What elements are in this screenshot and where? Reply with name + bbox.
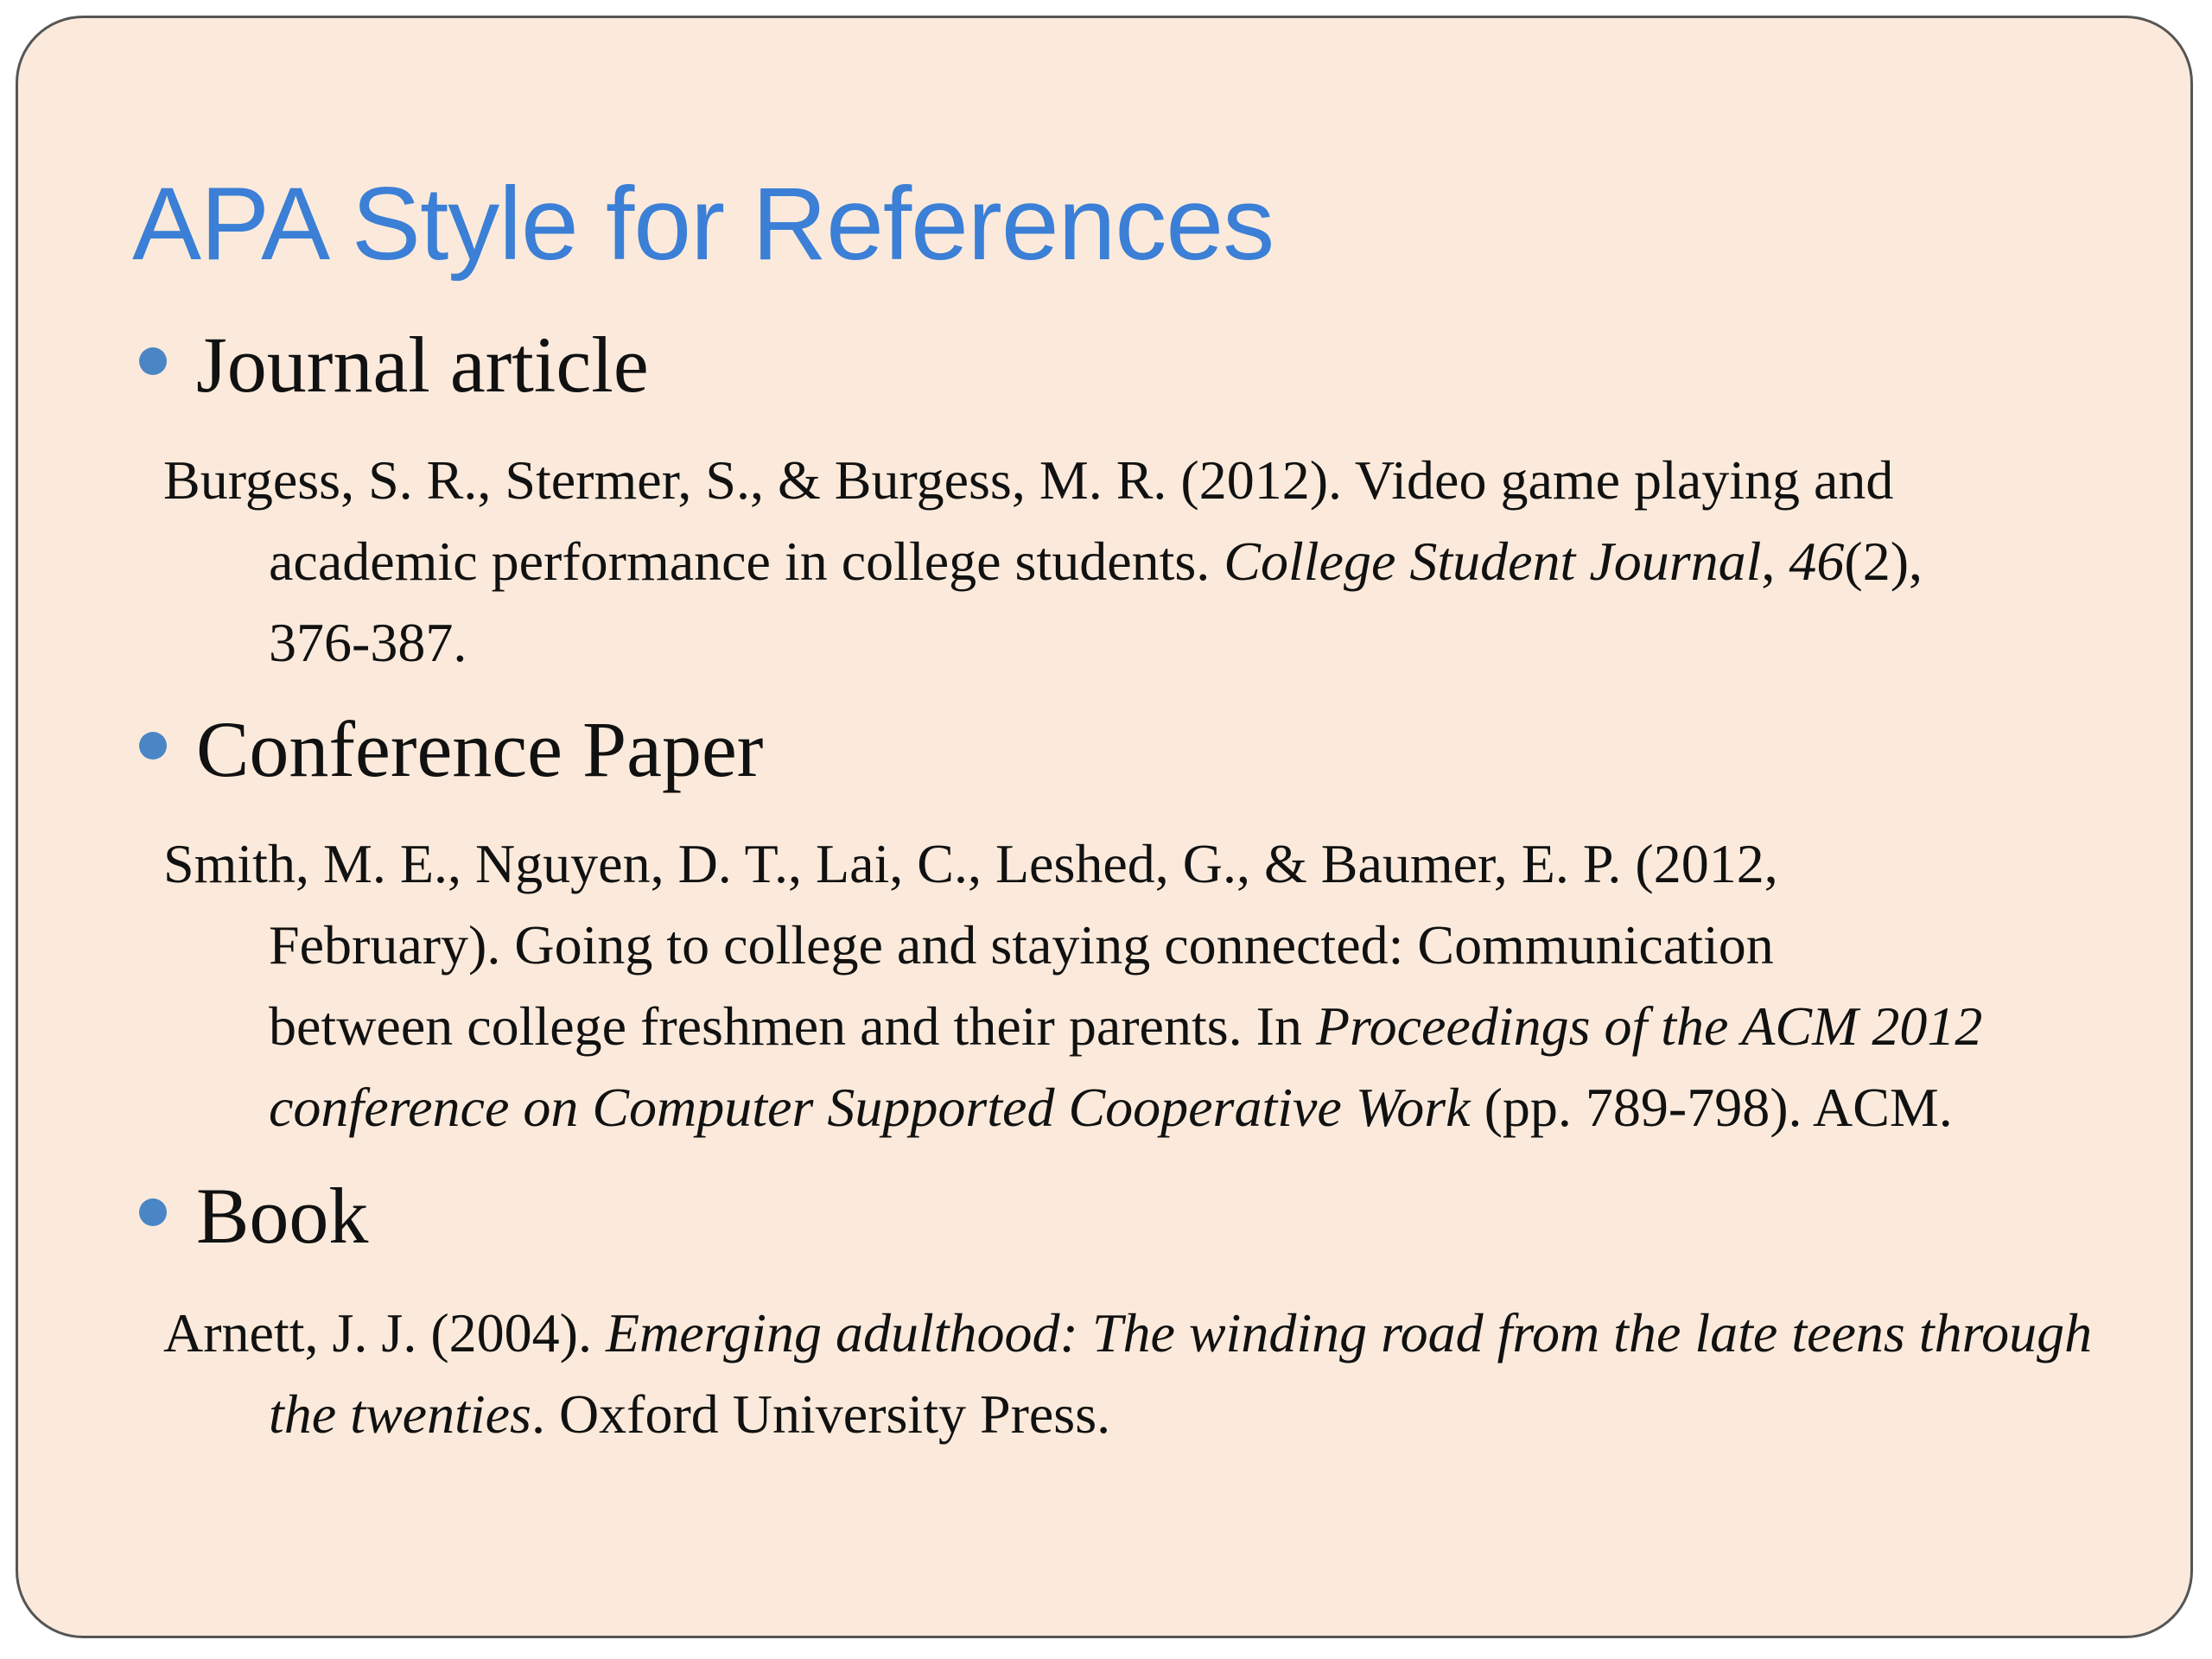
reference-line <box>163 1374 2151 1455</box>
reference-line <box>163 986 2151 1067</box>
book-title: Emerging adulthood: The winding road from the late teens through <box>605 1302 2093 1363</box>
reference-line <box>163 521 2151 602</box>
reference-text: Smith, M. E., Nguyen, D. T., Lai, C., Leshed, G., & Baumer, E. P. (2012, <box>163 833 1778 894</box>
reference-text: February). Going to college and staying connected: Communication <box>269 914 1774 976</box>
reference-text: between college freshmen and their parents. In <box>269 995 1316 1057</box>
slide-title: APA Style for References <box>132 166 1274 282</box>
bullet-icon <box>139 1198 167 1226</box>
reference-line <box>163 1067 2151 1148</box>
heading-label: Conference Paper <box>196 705 764 793</box>
reference-line <box>163 905 2151 986</box>
bullet-icon <box>139 347 167 375</box>
reference-text: . Oxford University Press. <box>531 1383 1111 1445</box>
volume-number: 46 <box>1789 531 1845 592</box>
reference-text: Burgess, S. R., Stermer, S., & Burgess, M. R. (2012). Video game playing and <box>163 449 1894 511</box>
bullet-heading-journal-article <box>139 321 649 409</box>
reference-line <box>163 440 2151 521</box>
book-title: the twenties <box>269 1383 531 1445</box>
reference-text: 376-387. <box>269 612 467 673</box>
bullet-heading-conference-paper <box>139 705 764 793</box>
reference-text: Arnett, J. J. (2004). <box>163 1302 606 1363</box>
reference-line <box>163 823 2151 905</box>
reference-conference-paper <box>163 823 2151 1148</box>
proceedings-title: Proceedings of the ACM 2012 <box>1315 995 1983 1057</box>
reference-text: (2), <box>1844 531 1923 592</box>
reference-journal-article <box>163 440 2151 683</box>
reference-line <box>163 1293 2151 1374</box>
reference-text: , <box>1761 531 1789 592</box>
reference-text: (pp. 789-798). ACM. <box>1470 1077 1953 1138</box>
slide <box>16 16 2193 1638</box>
bullet-heading-book <box>139 1172 369 1260</box>
journal-name: College Student Journal <box>1224 531 1762 592</box>
heading-label: Book <box>196 1172 369 1260</box>
bullet-icon <box>139 732 167 760</box>
reference-line <box>163 602 2151 683</box>
reference-book <box>163 1293 2151 1455</box>
proceedings-title: conference on Computer Supported Cooperative Work <box>269 1077 1471 1138</box>
reference-text: academic performance in college students. <box>269 531 1224 592</box>
heading-label: Journal article <box>196 321 649 409</box>
